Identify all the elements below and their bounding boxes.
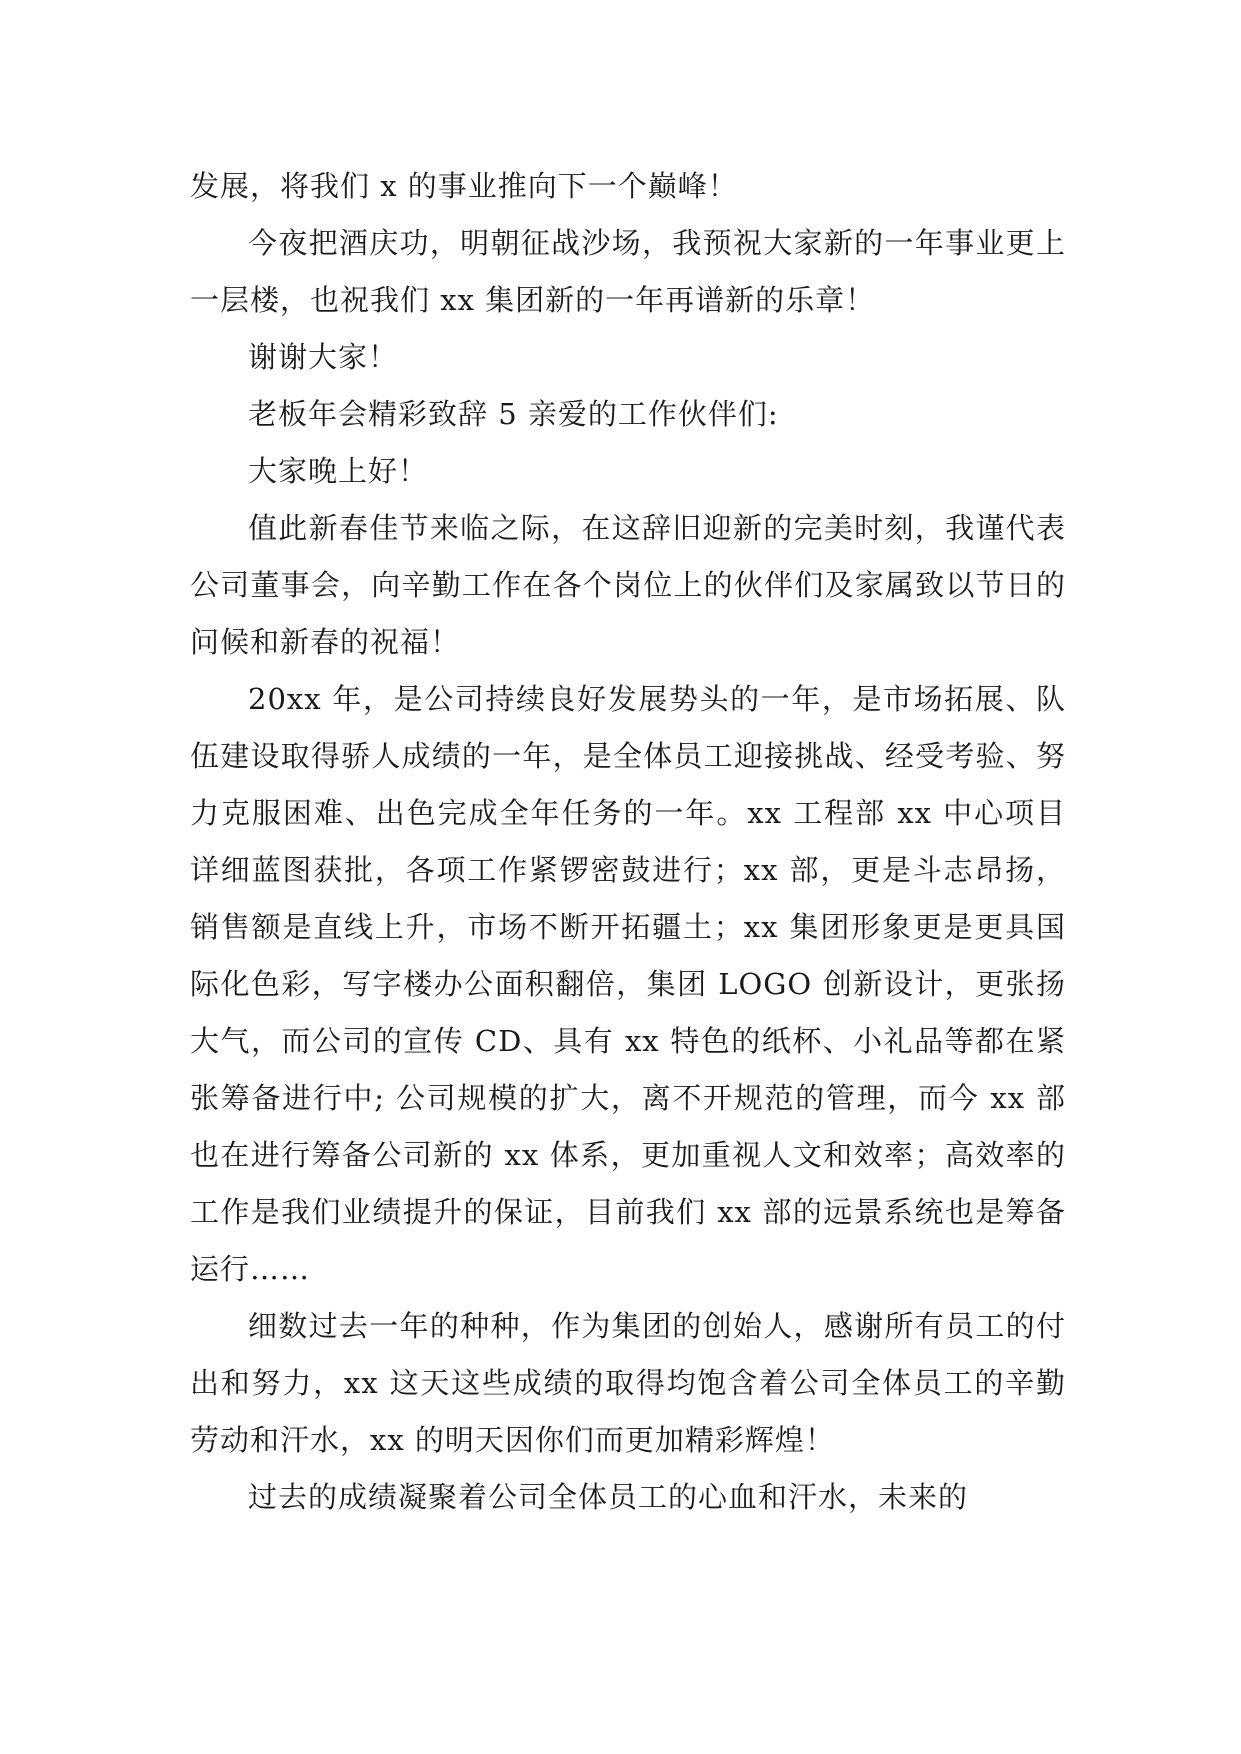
paragraph-4: 老板年会精彩致辞 5 亲爱的工作伙伴们: [248,397,779,431]
document-body [190,158,1066,1526]
paragraph-8: 细数过去一年的种种，作为集团的创始人，感谢所有员工的付出和努力，xx 这天这些成绩的取得均饱含着公司全体员工的辛勤劳动和汗水，xx 的明天因你们而更加精彩辉煌！ [190,1309,1066,1457]
paragraph-3: 谢谢大家！ [248,340,399,374]
paragraph-9: 过去的成绩凝聚着公司全体员工的心血和汗水，未来的 [248,1480,969,1514]
paragraph-6: 值此新春佳节来临之际，在这辞旧迎新的完美时刻，我谨代表公司董事会，向辛勤工作在各个岗位上的伙伴们及家属致以节日的问候和新春的祝福！ [190,511,1066,659]
paragraph-2: 今夜把酒庆功，明朝征战沙场，我预祝大家新的一年事业更上一层楼，也祝我们 xx 集团新的一年再谱新的乐章！ [190,226,1066,317]
paragraph-5: 大家晚上好！ [248,454,429,488]
paragraph-7: 20xx 年，是公司持续良好发展势头的一年，是市场拓展、队伍建设取得骄人成绩的一年，是全体员工迎接挑战、经受考验、努力克服困难、出色完成全年任务的一年。xx 工程部 xx 中心项目详细蓝图获批，各项工作紧锣密鼓进行；xx 部，更是斗志昂扬，销售额是直线上升，市场不断开拓疆土；xx 集团形象更是更具国际化色彩，写字楼办公面积翻倍，集团 LOGO 创新设计，更张扬大气，而公司的宣传 CD、具有 xx 特色的纸杯、小礼品等都在紧张筹备进行中; 公司规模的扩大，离不开规范的管理，而今 xx 部也在进行筹备公司新的 xx 体系，更加重视人文和效率；高效率的工作是我们业绩提升的保证，目前我们 xx 部的远景系统也是筹备运行…… [190,682,1066,1286]
paragraph-1: 发展，将我们 x 的事业推向下一个巅峰！ [190,169,738,203]
